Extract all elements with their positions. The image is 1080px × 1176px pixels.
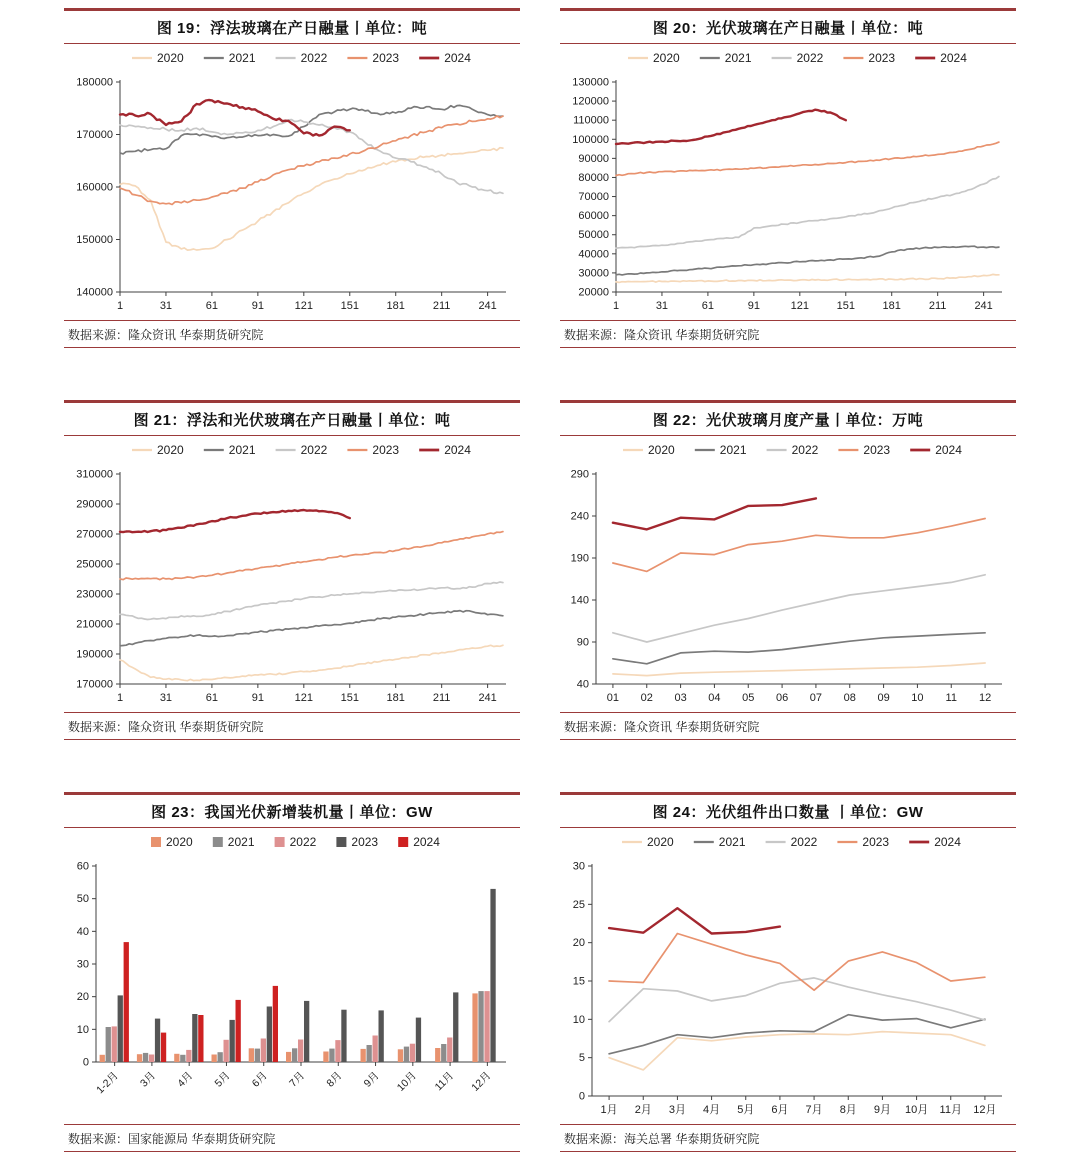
svg-text:160000: 160000 [76,181,113,194]
svg-text:310000: 310000 [76,468,113,481]
svg-text:121: 121 [790,300,809,312]
svg-text:2023: 2023 [372,443,400,457]
svg-text:181: 181 [882,300,901,312]
svg-text:3月: 3月 [668,1104,686,1116]
svg-text:50: 50 [76,893,89,906]
figure-24-source: 数据来源：海关总署 华泰期货研究院 [560,1124,1016,1152]
svg-text:10: 10 [76,1023,89,1036]
svg-text:07: 07 [809,692,823,704]
figure-20-title: 图 20：光伏玻璃在产日融量丨单位：吨 [560,8,1016,44]
svg-text:180000: 180000 [76,76,113,89]
figure-19-source: 数据来源：隆众资讯 华泰期货研究院 [64,320,520,348]
figure-22-chart-area [560,436,1016,712]
svg-text:2021: 2021 [228,51,256,65]
figure-23-chart-area [64,828,520,1124]
figure-21-panel [64,400,520,740]
svg-text:90000: 90000 [578,152,609,165]
svg-text:91: 91 [251,300,264,312]
svg-text:1: 1 [116,692,124,704]
svg-text:190: 190 [570,552,589,565]
figure-24-chart [560,832,1016,1124]
svg-text:6月: 6月 [771,1104,789,1116]
figure-19-chart [64,48,520,320]
svg-text:241: 241 [974,300,993,312]
figure-22-source: 数据来源：隆众资讯 华泰期货研究院 [560,712,1016,740]
svg-text:151: 151 [836,300,855,312]
svg-text:211: 211 [432,692,451,704]
svg-text:20: 20 [572,937,585,950]
svg-text:121: 121 [294,300,313,312]
svg-text:05: 05 [742,692,755,704]
svg-text:40: 40 [76,925,89,938]
svg-text:15: 15 [572,975,585,988]
svg-text:10月: 10月 [394,1069,419,1094]
svg-text:30: 30 [76,958,89,971]
svg-text:230000: 230000 [76,588,113,601]
svg-text:10: 10 [572,1013,585,1026]
svg-text:170000: 170000 [76,129,113,141]
svg-text:151: 151 [340,300,359,312]
svg-text:25: 25 [572,898,585,911]
svg-text:1: 1 [612,300,620,312]
figure-20-chart [560,48,1016,320]
svg-text:270000: 270000 [76,528,113,541]
svg-text:3月: 3月 [137,1069,159,1090]
figure-19-chart-area [64,44,520,320]
charts-grid [64,8,1016,1152]
svg-text:30000: 30000 [578,267,609,280]
svg-text:2023: 2023 [868,51,896,65]
svg-text:02: 02 [640,692,653,704]
svg-text:61: 61 [205,300,219,312]
svg-text:31: 31 [655,300,669,312]
svg-text:7月: 7月 [287,1069,308,1090]
svg-text:2020: 2020 [648,443,675,457]
svg-text:2023: 2023 [351,835,379,849]
figure-20-panel [560,8,1016,348]
svg-text:1月: 1月 [600,1104,618,1116]
figure-24-panel [560,792,1016,1152]
svg-text:130000: 130000 [572,76,609,89]
svg-text:190000: 190000 [76,648,113,661]
svg-text:90: 90 [576,636,589,649]
svg-text:10: 10 [911,692,924,704]
svg-text:2021: 2021 [724,51,752,65]
svg-text:110000: 110000 [573,114,609,127]
svg-text:2024: 2024 [413,835,440,849]
figure-23-chart [64,832,520,1124]
svg-text:250000: 250000 [76,558,113,571]
svg-text:210000: 210000 [76,618,113,631]
svg-text:40: 40 [576,678,589,691]
svg-text:2022: 2022 [791,443,819,457]
svg-text:0: 0 [578,1090,585,1103]
svg-text:150000: 150000 [76,234,113,246]
svg-text:12月: 12月 [973,1104,997,1116]
figure-21-title: 图 21：浮法和光伏玻璃在产日融量丨单位：吨 [64,400,520,436]
svg-text:4月: 4月 [175,1069,196,1090]
svg-text:61: 61 [701,300,715,312]
svg-text:20: 20 [76,991,89,1004]
figure-24-title: 图 24：光伏组件出口数量 丨单位：GW [560,792,1016,828]
svg-text:1-2月: 1-2月 [94,1069,121,1097]
svg-text:120000: 120000 [572,95,609,108]
figure-23-panel [64,792,520,1152]
svg-text:181: 181 [386,300,405,312]
svg-text:6月: 6月 [249,1069,270,1090]
svg-text:30: 30 [572,860,585,873]
svg-text:4月: 4月 [703,1104,721,1116]
svg-text:8月: 8月 [324,1069,345,1090]
svg-text:2024: 2024 [940,51,967,65]
svg-text:50000: 50000 [578,229,609,242]
svg-text:2020: 2020 [647,835,674,849]
svg-text:121: 121 [294,692,313,704]
svg-text:12月: 12月 [469,1069,494,1094]
svg-text:211: 211 [928,300,947,312]
svg-text:2021: 2021 [719,443,747,457]
svg-text:61: 61 [205,692,219,704]
svg-text:2022: 2022 [300,51,328,65]
svg-text:10月: 10月 [904,1104,929,1116]
svg-text:91: 91 [747,300,760,312]
svg-text:2月: 2月 [634,1104,652,1116]
svg-text:40000: 40000 [578,248,609,261]
figure-21-chart-area [64,436,520,712]
svg-text:04: 04 [708,692,721,704]
figure-19-panel [64,8,520,348]
svg-text:03: 03 [674,692,687,704]
svg-text:2024: 2024 [934,835,961,849]
svg-text:7月: 7月 [805,1104,823,1116]
figure-22-chart [560,440,1016,712]
svg-text:100000: 100000 [572,133,609,146]
figure-23-source: 数据来源：国家能源局 华泰期货研究院 [64,1124,520,1152]
svg-text:2024: 2024 [444,51,471,65]
svg-text:2021: 2021 [228,443,256,457]
figure-22-title: 图 22：光伏玻璃月度产量丨单位：万吨 [560,400,1016,436]
svg-text:2022: 2022 [790,835,818,849]
svg-text:60000: 60000 [578,210,609,223]
svg-text:11月: 11月 [432,1069,457,1094]
svg-text:290: 290 [570,468,589,481]
figure-20-chart-area [560,44,1016,320]
svg-text:01: 01 [606,692,620,704]
svg-text:0: 0 [82,1056,89,1069]
svg-text:9月: 9月 [873,1104,891,1116]
svg-text:70000: 70000 [578,191,609,204]
svg-text:31: 31 [159,300,173,312]
svg-text:2020: 2020 [157,443,184,457]
svg-text:140000: 140000 [76,286,113,299]
figure-21-source: 数据来源：隆众资讯 华泰期货研究院 [64,712,520,740]
svg-text:2023: 2023 [863,443,891,457]
svg-text:11: 11 [945,692,957,704]
svg-text:181: 181 [386,692,405,704]
svg-text:140: 140 [570,594,589,607]
svg-text:2020: 2020 [157,51,184,65]
svg-text:2022: 2022 [300,443,328,457]
svg-text:241: 241 [478,300,497,312]
svg-text:2024: 2024 [444,443,471,457]
figure-23-title: 图 23：我国光伏新增装机量丨单位：GW [64,792,520,828]
svg-text:2020: 2020 [166,835,193,849]
figure-24-chart-area [560,828,1016,1124]
svg-text:08: 08 [843,692,856,704]
svg-text:5月: 5月 [212,1069,233,1090]
svg-text:1: 1 [116,300,124,312]
figure-19-title: 图 19：浮法玻璃在产日融量丨单位：吨 [64,8,520,44]
svg-text:2022: 2022 [796,51,824,65]
svg-text:5: 5 [578,1052,585,1065]
svg-text:8月: 8月 [839,1104,857,1116]
svg-text:241: 241 [478,692,497,704]
svg-text:151: 151 [340,692,359,704]
svg-text:9月: 9月 [361,1069,382,1090]
svg-text:31: 31 [159,692,173,704]
svg-text:290000: 290000 [76,498,113,511]
figure-22-panel [560,400,1016,740]
svg-text:06: 06 [775,692,789,704]
svg-text:5月: 5月 [737,1104,755,1116]
svg-text:11月: 11月 [939,1104,962,1116]
svg-text:2023: 2023 [372,51,400,65]
svg-text:60: 60 [76,860,89,873]
svg-text:20000: 20000 [578,286,609,299]
svg-text:2020: 2020 [653,51,680,65]
svg-text:80000: 80000 [578,171,609,184]
svg-text:09: 09 [877,692,890,704]
figure-20-source: 数据来源：隆众资讯 华泰期货研究院 [560,320,1016,348]
svg-text:12: 12 [978,692,992,704]
svg-text:2021: 2021 [718,835,746,849]
svg-text:170000: 170000 [76,678,113,691]
svg-text:2023: 2023 [862,835,890,849]
svg-text:240: 240 [570,510,589,523]
svg-text:2022: 2022 [289,835,317,849]
figure-21-chart [64,440,520,712]
svg-text:91: 91 [251,692,264,704]
svg-text:211: 211 [432,300,451,312]
svg-text:2021: 2021 [227,835,255,849]
svg-text:2024: 2024 [935,443,962,457]
